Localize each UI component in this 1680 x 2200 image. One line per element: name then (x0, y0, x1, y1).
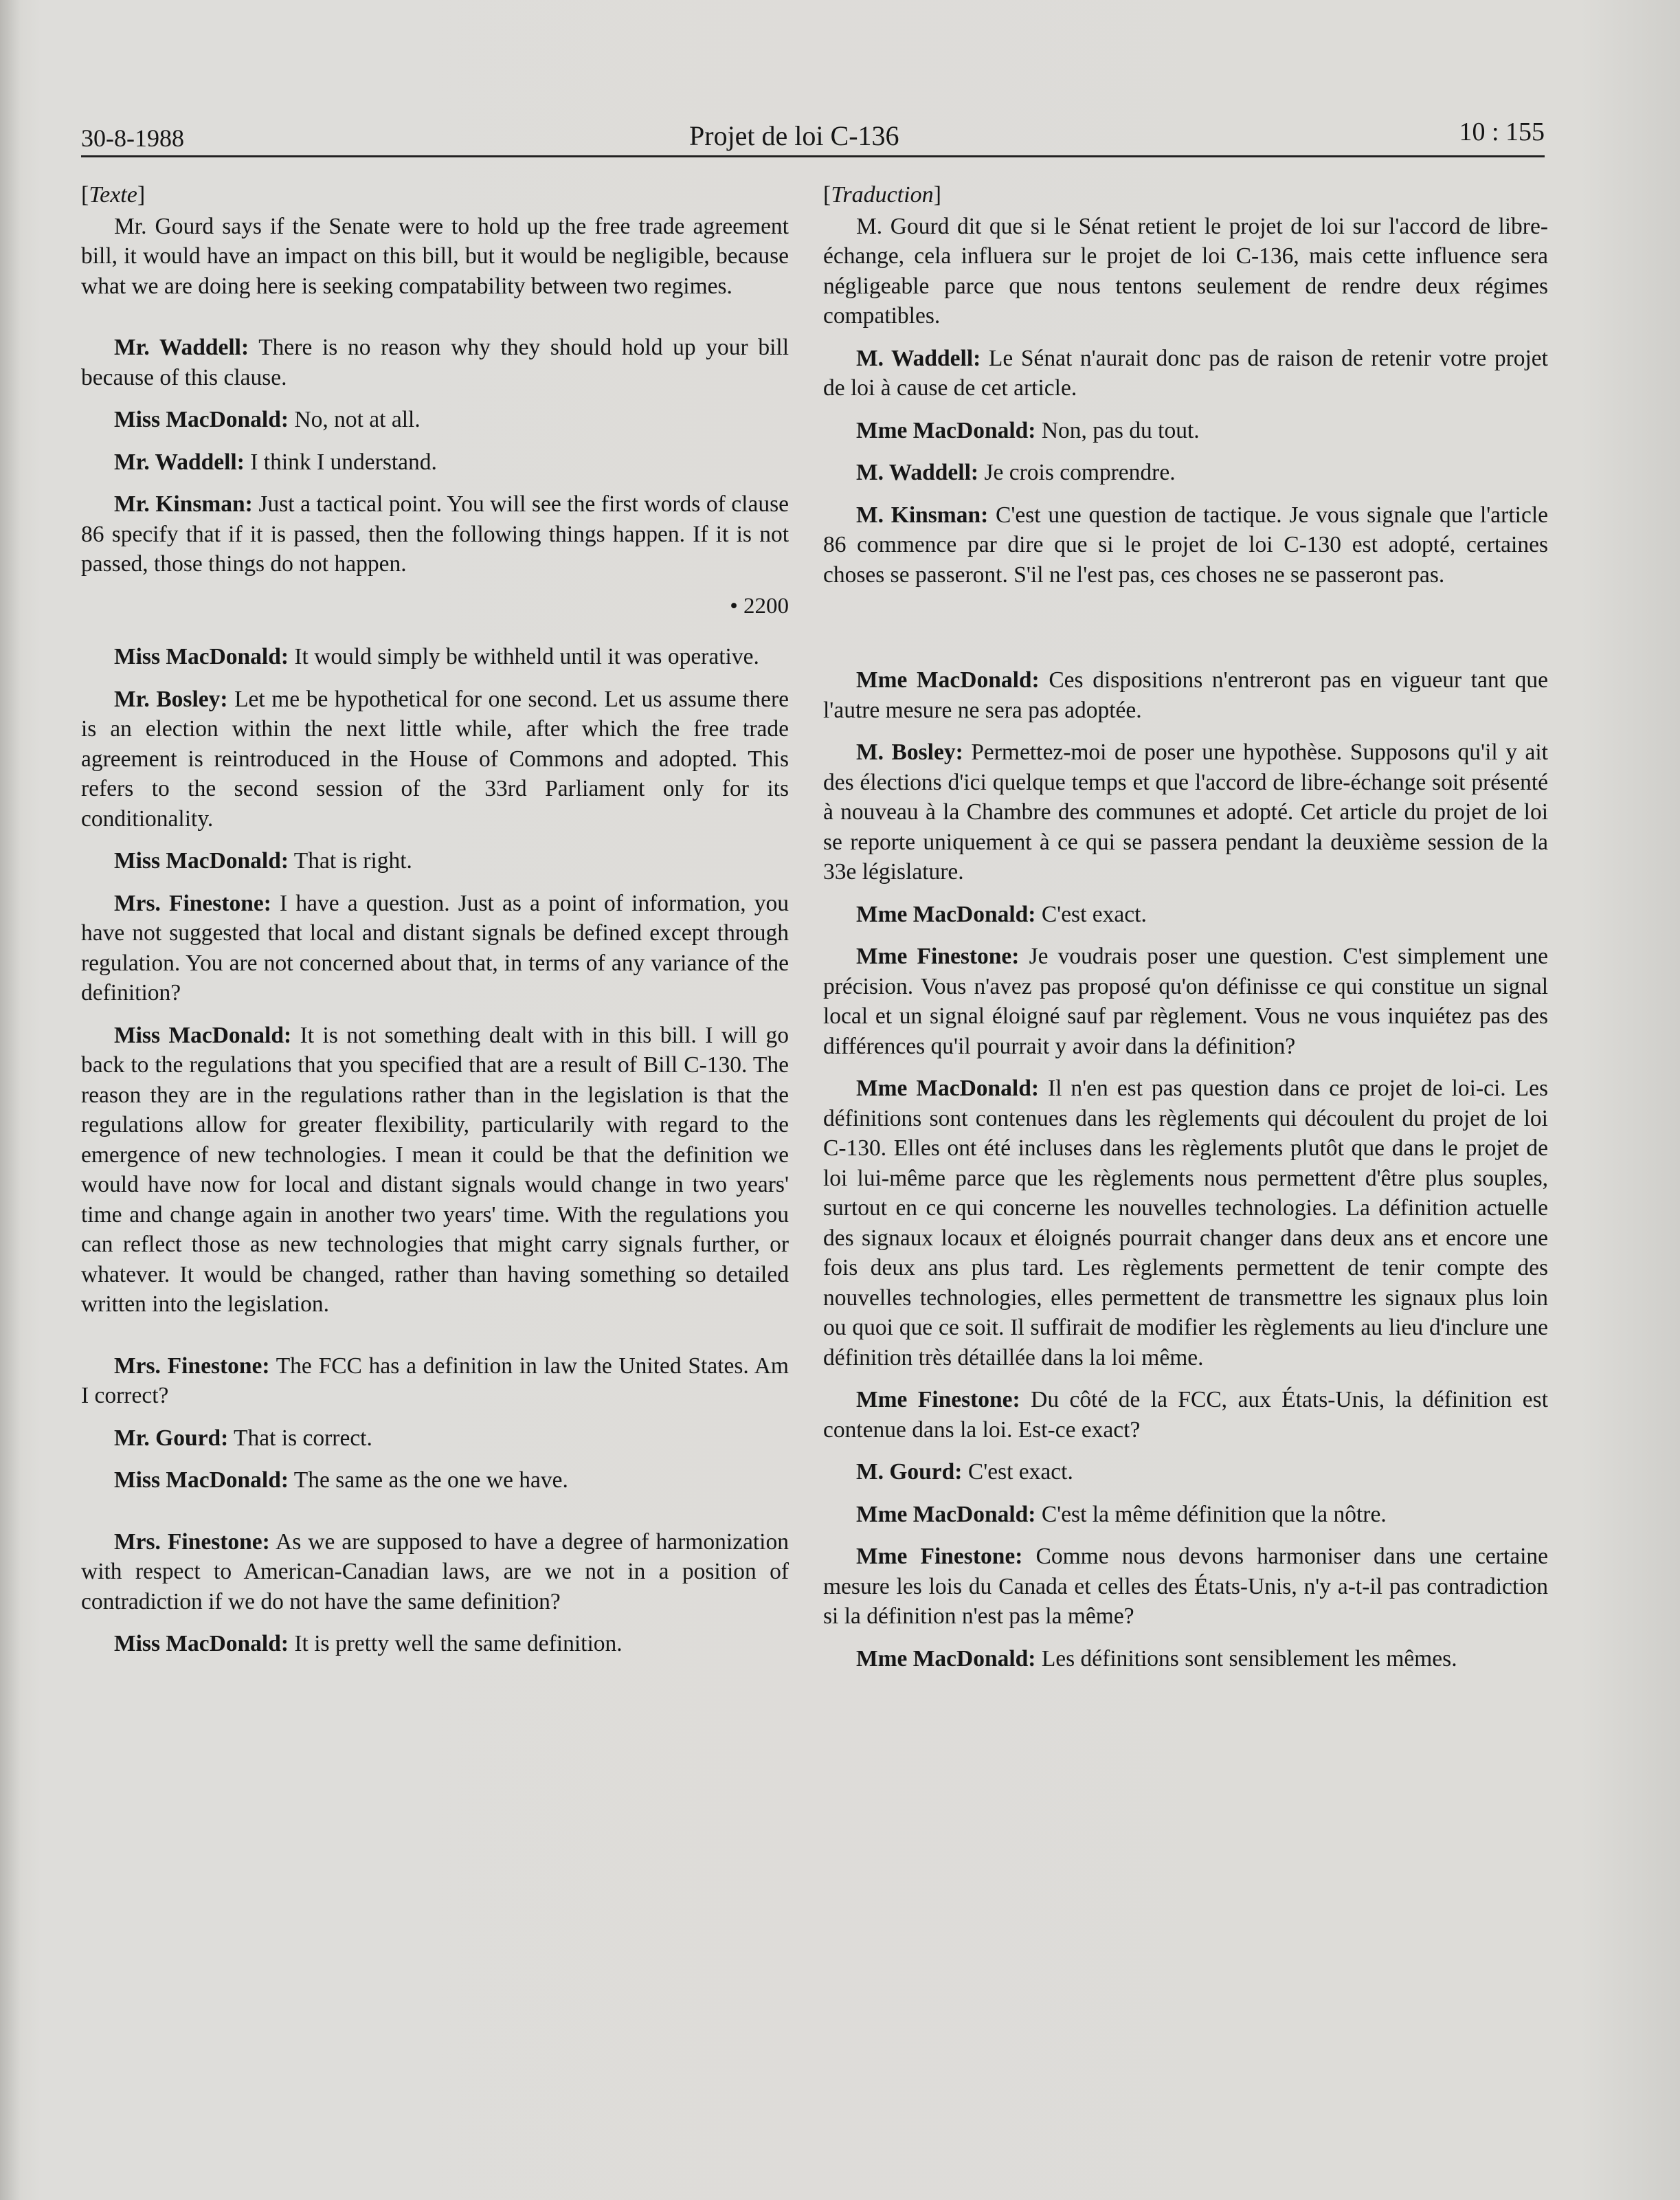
paragraph: Mr. Waddell: I think I understand. (114, 449, 437, 475)
paragraph: Mrs. Finestone: As we are supposed to have a degree of harmonization with respect to American-Canadian laws, are we not in a position of contradiction if we do not have the same definition? (81, 1529, 789, 1614)
paragraph: Mme MacDonald: Il n'en est pas question dans ce projet de loi-ci. Les définitions sont contenues dans les règlements qui découlent du projet de loi C-130. Elles ont été incluses dans les règlements plutôt que dans le projet de loi lui-même parce que les règlements nous permettent d'être plus souples, surtout en ce qui concerne les nouvelles technologies. La définition actuelle des signaux locaux et éloignés pourrait changer dans deux ans et encore une fois deux ans plus tard. Les règlements permettent de tenir compte des nouvelles technologies, elles permettent de transmettre les signaux plus loin ou quoi que ce soit. Il suffirait de modifier les règlements au lieu d'inclure une définition très détaillée dans la loi même. (823, 1076, 1548, 1370)
paragraph: M. Kinsman: C'est une question de tactique. Je vous signale que l'article 86 commence par dire que si le projet de loi C-130 est adopté, certaines choses se passeront. S'il ne l'est pas, ces choses ne se passeront pas. (823, 502, 1548, 588)
paragraph: M. Waddell: Je crois comprendre. (856, 460, 1176, 485)
language-label: [Traduction] (823, 182, 941, 208)
paragraph: Miss MacDonald: It is pretty well the same definition. (114, 1631, 623, 1656)
paragraph: Mr. Waddell: There is no reason why they should hold up your bill because of this clause. (81, 335, 789, 390)
paragraph: Mr. Gourd says if the Senate were to hold up the free trade agreement bill, it would have an impact on this bill, but it would be negligible, because what we are doing here is seeking compatability between two regimes. (81, 213, 789, 299)
paragraph: Mme MacDonald: C'est exact. (856, 901, 1147, 927)
paragraph: Mme Finestone: Du côté de la FCC, aux États-Unis, la définition est contenue dans la loi. Est-ce exact? (823, 1387, 1549, 1443)
paragraph: M. Waddell: Le Sénat n'aurait donc pas de raison de retenir votre projet de loi à cause de cet article. (823, 345, 1548, 401)
paragraph: Mme MacDonald: Les définitions sont sensiblement les mêmes. (856, 1645, 1457, 1671)
paragraph: Miss MacDonald: The same as the one we have. (114, 1467, 568, 1493)
header-page-number: 10 : 155 (1459, 118, 1545, 146)
paragraph: Mme MacDonald: Ces dispositions n'entreront pas en vigueur tant que l'autre mesure ne sera pas adoptée. (823, 667, 1548, 723)
header-date: 30-8-1988 (81, 124, 184, 152)
paragraph: Miss MacDonald: That is right. (114, 848, 412, 874)
paragraph: Miss MacDonald: It would simply be withheld until it was operative. (114, 644, 759, 669)
paragraph: Mme MacDonald: C'est la même définition que la nôtre. (856, 1501, 1387, 1527)
header-title: Projet de loi C-136 (689, 120, 899, 151)
english-column (81, 180, 789, 1671)
paragraph: Miss MacDonald: It is not something dealt with in this bill. I will go back to the regulations that you specified that are a result of Bill C-130. The reason they are in the regulations rather than in the legislation is that the regulations allow for greater flexibility, particularily with regard to the emergence of new technologies. I mean it could be that the definition we would have now for local and distant signals would change in two years' time and change again in another two years' time. With the regulations you can reflect those as new technologies that might carry signals further, or whatever. It would be changed, rather than having something so detailed written into the legislation. (81, 1022, 789, 1317)
page-header (81, 117, 1545, 157)
paragraph: Mme Finestone: Je voudrais poser une question. C'est simplement une précision. Vous n'avez pas proposé qu'on définisse ce qui constitue un signal local et un signal éloigné sauf par règlement. Vous ne vous inquiétez pas des différences qu'il pourrait y avoir dans la définition? (823, 944, 1549, 1059)
language-label: [Texte] (81, 182, 146, 208)
paragraph: Miss MacDonald: No, not at all. (114, 407, 421, 432)
paragraph: Mr. Bosley: Let me be hypothetical for one second. Let us assume there is an election within the next little while, after which the free trade agreement is reintroduced in the House of Commons and adopted. This refers to the second session of the 33rd Parliament only for its conditionality. (81, 686, 789, 832)
french-column (823, 180, 1548, 1686)
paragraph: Mrs. Finestone: I have a question. Just as a point of information, you have not suggested that local and distant signals be defined except through regulation. You are not concerned about that, in terms of any variance of the definition? (81, 890, 789, 1005)
time-marker: • 2200 (730, 593, 789, 619)
paragraph: M. Gourd: C'est exact. (856, 1459, 1073, 1485)
paragraph: Mr. Kinsman: Just a tactical point. You will see the first words of clause 86 specify that if it is passed, then the following things happen. If it is not passed, those things do not happen. (81, 491, 789, 577)
paragraph: Mrs. Finestone: The FCC has a definition in law the United States. Am I correct? (81, 1353, 789, 1408)
paragraph: M. Bosley: Permettez-moi de poser une hypothèse. Supposons qu'il y ait des élections d'ici quelque temps et que l'accord de libre-échange soit présenté à nouveau à la Chambre des communes et adopté. Cet article du projet de loi se reporte uniquement à ce qui se passera pendant la deuxième session de la 33e législature. (823, 740, 1548, 885)
paragraph: M. Gourd dit que si le Sénat retient le projet de loi sur l'accord de libre-échange, cela influera sur le projet de loi C-136, mais cette influence sera négligeable parce que nous tentons seulement de rendre deux régimes compatibles. (823, 213, 1548, 329)
paragraph: Mme Finestone: Comme nous devons harmoniser dans une certaine mesure les lois du Canada et celles des États-Unis, n'y a-t-il pas contradiction si la définition n'est pas la même? (823, 1544, 1548, 1629)
paragraph: Mme MacDonald: Non, pas du tout. (856, 417, 1200, 443)
paragraph: Mr. Gourd: That is correct. (114, 1425, 372, 1451)
